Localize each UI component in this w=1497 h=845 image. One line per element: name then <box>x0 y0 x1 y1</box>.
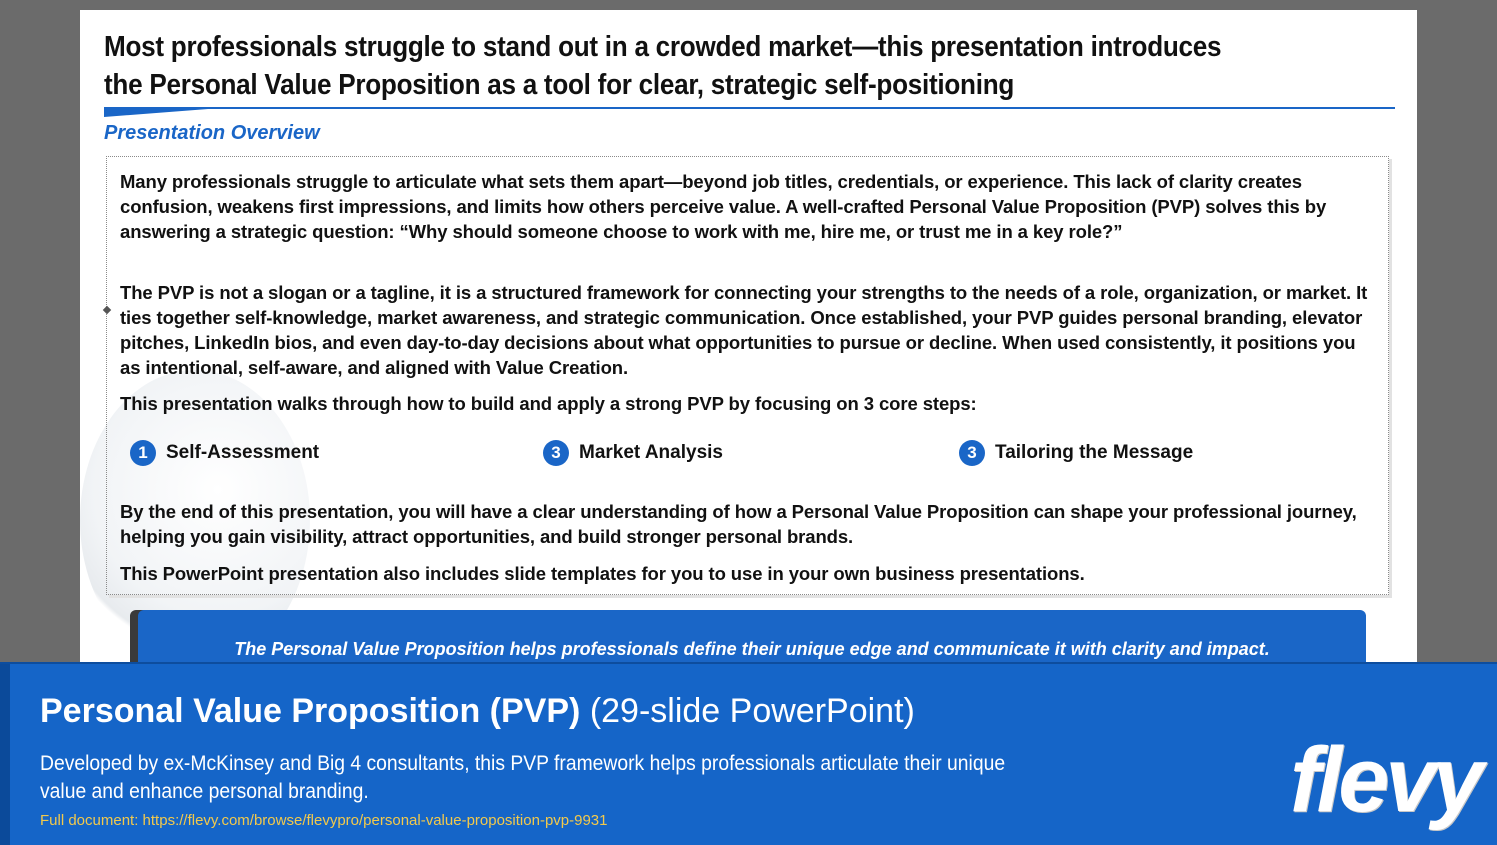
section-label: Presentation Overview <box>104 122 320 144</box>
title-accent-wedge <box>104 107 234 117</box>
overview-paragraph-5: This PowerPoint presentation also includes slide templates for you to use in your own business presentations. <box>120 563 1085 584</box>
overview-paragraph-1: Many professionals struggle to articulate what sets them apart—beyond job titles, credentials, or experience. This lack of clarity creates confusion, weakens first impressions, and limits how others perceive value. A well-crafted Personal Value Proposition (PVP) solves this by answering a strategic question: “Why should someone choose to work with me, hire me, or trust me in a key role?” <box>120 171 1327 242</box>
overview-paragraph-3: This presentation walks through how to build and apply a strong PVP by focusing on 3 core steps: <box>120 393 977 414</box>
product-banner <box>0 662 1497 845</box>
step-2 <box>543 439 723 467</box>
step-number-badge: 3 <box>543 440 569 466</box>
overview-paragraph-2: The PVP is not a slogan or a tagline, it is a structured framework for connecting your strengths to the needs of a role, organization, or market. It ties together self-knowledge, market awareness, and strategic communication. Once established, your PVP guides personal branding, elevator pitches, LinkedIn bios, and even day-to-day decisions about what opportunities to pursue or decline. When used consistently, it positions you as intentional, self-aware, and aligned with Value Creation. <box>120 282 1368 378</box>
callout-box <box>138 610 1366 670</box>
step-label: Market Analysis <box>579 442 723 463</box>
step-1 <box>130 439 319 467</box>
banner-description: Developed by ex-McKinsey and Big 4 consultants, this PVP framework helps professionals articulate their unique value and enhance personal branding. <box>40 752 1006 803</box>
step-label: Tailoring the Message <box>995 442 1194 463</box>
banner-title <box>40 692 915 731</box>
callout-text: The Personal Value Proposition helps professionals define their unique edge and communicate it with clarity and impact. <box>234 639 1270 659</box>
overview-paragraph-4: By the end of this presentation, you will have a clear understanding of how a Personal Value Proposition can shape your professional journey, helping you gain visibility, attract opportunities, and build stronger personal brands. <box>120 501 1357 547</box>
step-3 <box>959 439 1193 467</box>
banner-edge <box>0 664 10 845</box>
step-number-badge: 3 <box>959 440 985 466</box>
title-underline <box>104 107 1395 109</box>
step-label: Self-Assessment <box>166 442 320 463</box>
banner-title-main: Personal Value Proposition (PVP) <box>40 692 581 730</box>
step-number-badge: 1 <box>130 440 156 466</box>
slide-title: Most professionals struggle to stand out in a crowded market—this presentation introduces the Personal Value Proposition as a tool for clear, strategic self-positioning <box>104 31 1222 101</box>
banner-title-suffix: (29-slide PowerPoint) <box>589 692 915 730</box>
flevy-logo: flevy <box>1290 729 1480 831</box>
slide <box>80 10 1417 670</box>
full-document-link[interactable]: Full document: https://flevy.com/browse/flevypro/personal-value-proposition-pvp-9931 <box>40 812 608 829</box>
